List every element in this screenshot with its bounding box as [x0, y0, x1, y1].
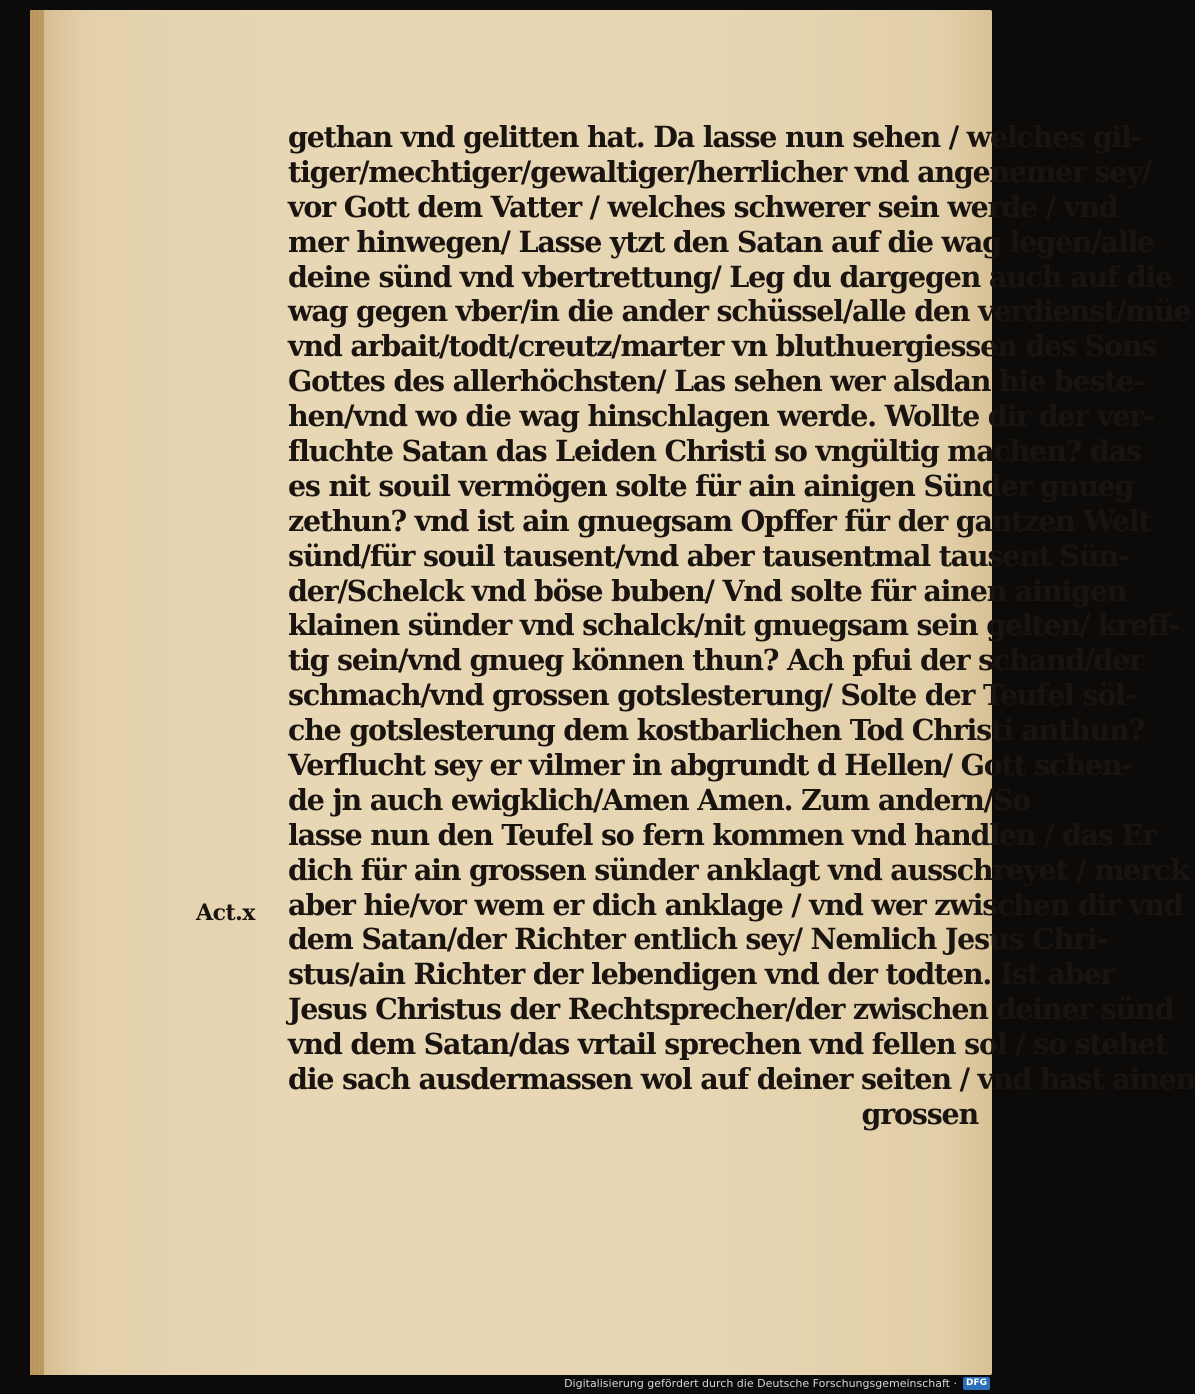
- text-line: vor Gott dem Vatter / welches schwerer sein werde / vnd: [288, 189, 1118, 224]
- text-line: der/Schelck vnd böse buben/ Vnd solte für ainen ainigen: [288, 573, 1127, 608]
- text-line: mer hinwegen/ Lasse ytzt den Satan auf die wag legen/alle: [288, 224, 1154, 259]
- text-line: es nit souil vermögen solte für ain ainigen Sünder gnueg: [288, 468, 1134, 503]
- dfg-logo: DFG: [963, 1377, 990, 1390]
- text-line: Gottes des allerhöchsten/ Las sehen wer alsdan hie beste-: [288, 364, 1144, 399]
- text-line: hen/vnd wo die wag hinschlagen werde. Wollte dir der ver-: [288, 399, 1154, 434]
- text-line: wag gegen vber/in die ander schüssel/alle den verdienst/müe: [288, 294, 1191, 329]
- text-line: tig sein/vnd gnueg können thun? Ach pfui der schand/der: [288, 643, 1143, 678]
- text-line: de jn auch ewigklich/Amen Amen. Zum andern/So: [288, 782, 1031, 817]
- text-line: fluchte Satan das Leiden Christi so vngültig machen? das: [288, 434, 1141, 469]
- catchword: grossen: [861, 1096, 978, 1131]
- text-line: stus/ain Richter der lebendigen vnd der todten. Ist aber: [288, 957, 1115, 992]
- text-line: sünd/für souil tausent/vnd aber tausentmal tausent Sün-: [288, 538, 1129, 573]
- text-line: aber hie/vor wem er dich anklage / vnd wer zwischen dir vnd: [288, 887, 1183, 922]
- text-line: zethun? vnd ist ain gnuegsam Opffer für der gantzen Welt: [288, 503, 1151, 538]
- text-line: schmach/vnd grossen gotslesterung/ Solte der Teufel söl-: [288, 678, 1136, 713]
- text-line: deine sünd vnd vbertrettung/ Leg du dargegen auch auf die: [288, 259, 1172, 294]
- text-line: Jesus Christus der Rechtsprecher/der zwischen deiner sünd: [288, 992, 1174, 1027]
- text-line: dich für ain grossen sünder anklagt vnd ausschreyet / merck: [288, 852, 1189, 887]
- text-line: klainen sünder vnd schalck/nit gnuegsam sein gelten/ kreff-: [288, 608, 1179, 643]
- text-line: vnd dem Satan/das vrtail sprechen vnd fellen sol / so stehet: [288, 1027, 1167, 1062]
- digitization-footer: [564, 1376, 990, 1390]
- body-text: [288, 120, 1195, 1132]
- text-line: vnd arbait/todt/creutz/marter vn bluthuergiessen des Sons: [288, 329, 1157, 364]
- margin-note: Act.x: [196, 900, 255, 926]
- footer-credit: Digitalisierung gefördert durch die Deutsche Forschungsgemeinschaft ·: [564, 1376, 957, 1390]
- text-line: che gotslesterung dem kostbarlichen Tod Christi anthun?: [288, 713, 1145, 748]
- text-line: die sach ausdermassen wol auf deiner seiten / vnd hast ainen: [288, 1062, 1195, 1097]
- text-line: Verflucht sey er vilmer in abgrundt d Hellen/ Gott schen-: [288, 748, 1132, 783]
- text-line: lasse nun den Teufel so fern kommen vnd handlen / das Er: [288, 817, 1156, 852]
- text-line: gethan vnd gelitten hat. Da lasse nun sehen / welches gil-: [288, 120, 1142, 154]
- text-line: dem Satan/der Richter entlich sey/ Nemlich Jesus Chri-: [288, 922, 1108, 957]
- text-line: tiger/mechtiger/gewaltiger/herrlicher vnd angenemer sey/: [288, 154, 1151, 189]
- page-edge: [30, 10, 44, 1375]
